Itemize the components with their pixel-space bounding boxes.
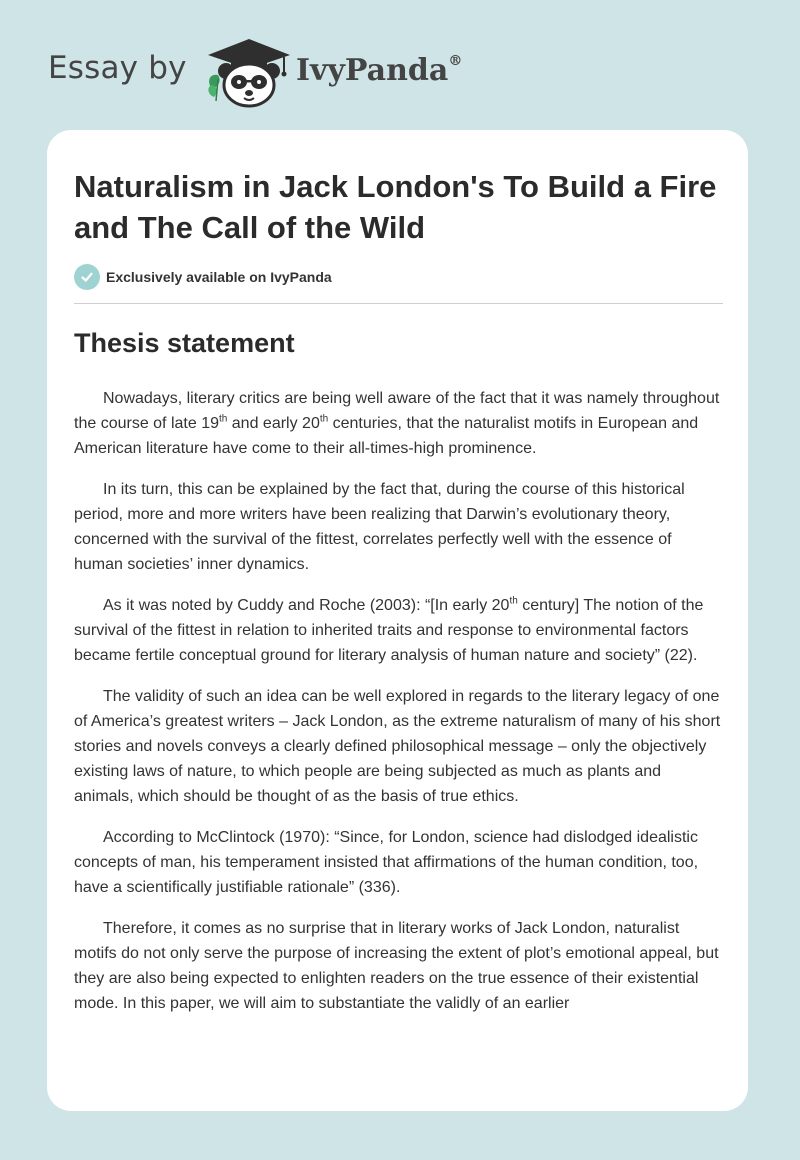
brand-name[interactable] — [296, 53, 462, 88]
paragraph: In its turn, this can be explained by the fact that, during the course of this historical period, more and more writers have been realizing that Darwin’s evolutionary theory, concerned with the survival of the fittest, correlates perfectly well with the essence of human societies’ inner dynamics. — [74, 481, 685, 573]
registered-mark: ® — [448, 53, 463, 69]
paragraph-text: and early 20 — [227, 415, 320, 432]
superscript: th — [218, 413, 228, 425]
paragraph: The validity of such an idea can be well explored in regards to the literary legacy of one of America’s greatest writers – Jack London, as the extreme naturalism of many of his short stories and novels conveys a clearly defined philosophical message – only the objectively existing laws of nature, to which people are being subjected as much as plants and animals, which should be thought of as the basis of true ethics. — [74, 688, 721, 805]
paragraph: According to McClintock (1970): “Since, for London, science had dislodged idealistic concepts of man, his temperament insisted that affirmations of the human condition, too, have a scientifically justifiable rationale” (336). — [74, 829, 699, 896]
superscript: th — [509, 595, 518, 607]
site-header — [48, 32, 748, 112]
panda-graduate-icon[interactable] — [204, 35, 294, 109]
paragraph-text: Nowadays, literary critics are being well aware of the fact that it was namely throughout the course of late 19 — [74, 390, 720, 432]
exclusive-badge — [74, 264, 332, 290]
exclusive-badge-label: Exclusively available on IvyPanda — [106, 269, 332, 285]
paragraph: Therefore, it comes as no surprise that in literary works of Jack London, naturalist motifs do not only serve the purpose of increasing the extent of plot’s emotional appeal, but they are also being expected to enlighten readers on the true essence of their existential mode. In this paper, we will aim to substantiate the validly of an earlier — [74, 920, 719, 1012]
superscript: th — [319, 413, 329, 425]
paragraph-text: century] The notion of the survival of the fittest in relation to inherited traits and response to environmental factors became fertile conceptual ground for literary analysis of human nature and society” (22). — [74, 597, 704, 664]
essay-body — [74, 386, 724, 1032]
essay-title: Naturalism in Jack London's To Build a Fire and The Call of the Wild — [74, 169, 717, 245]
checkmark-icon — [74, 264, 100, 290]
essay-card — [47, 130, 748, 1111]
paragraph-text: centuries, that the naturalist motifs in European and American literature have come to their all-times-high prominence. — [74, 415, 699, 457]
brand-name-text: IvyPanda — [296, 53, 449, 88]
section-heading: Thesis statement — [74, 328, 295, 358]
paragraph — [74, 593, 724, 668]
divider — [74, 303, 723, 304]
paragraph — [74, 386, 724, 461]
essay-by-label: Essay by — [48, 50, 187, 86]
paragraph-text: As it was noted by Cuddy and Roche (2003): “[In early 20 — [103, 597, 510, 614]
